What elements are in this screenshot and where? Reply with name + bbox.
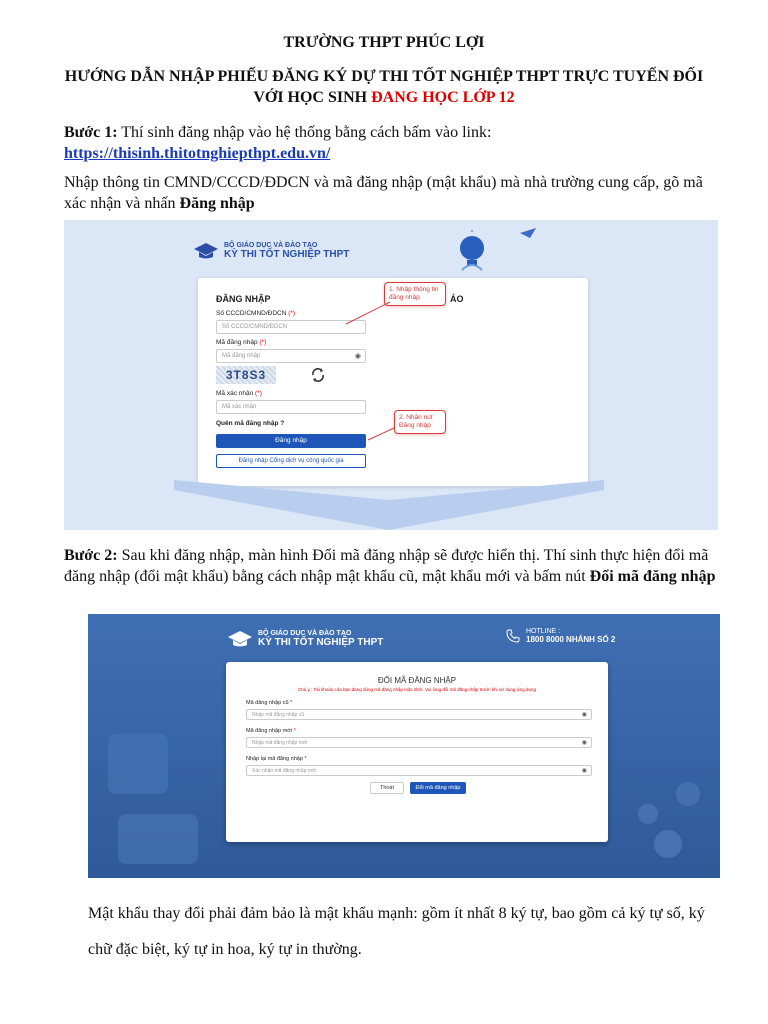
eye-icon[interactable]: ◉ bbox=[581, 768, 587, 774]
code-input[interactable]: Mã đăng nhập ◉ bbox=[216, 349, 366, 363]
document-title bbox=[60, 66, 708, 108]
login-card bbox=[198, 278, 588, 486]
hotline-label: HOTLINE : bbox=[526, 628, 561, 635]
id-input[interactable]: Số CCCD/CMND/ĐDCN bbox=[216, 320, 366, 334]
callout-arrow bbox=[366, 426, 396, 442]
step2-paragraph bbox=[64, 545, 724, 587]
moet-logo bbox=[228, 630, 383, 648]
new-code-input[interactable]: Nhập mã đăng nhập mới ◉ bbox=[246, 737, 592, 748]
title-highlight: ĐANG HỌC LỚP 12 bbox=[371, 89, 515, 106]
eye-icon[interactable]: ◉ bbox=[581, 712, 587, 718]
id-label: Số CCCD/CMND/ĐDCN (*) bbox=[216, 310, 296, 317]
callout-enter-info: 1. Nhập thông tin đăng nhập bbox=[384, 282, 446, 306]
step1-paragraph bbox=[64, 122, 724, 164]
old-code-input[interactable]: Nhập mã đăng nhập cũ ◉ bbox=[246, 709, 592, 720]
new-code-label: Mã đăng nhập mới * bbox=[246, 728, 296, 734]
exit-button[interactable]: Thoát bbox=[370, 782, 404, 794]
change-form-title: ĐỔI MÃ ĐĂNG NHẬP bbox=[377, 676, 457, 685]
paper-plane-icon bbox=[520, 228, 536, 238]
refresh-icon[interactable] bbox=[310, 367, 326, 383]
step1-label: Bước 1: bbox=[64, 124, 118, 141]
callout-press-login: 2. Nhấn nút Đăng nhập bbox=[394, 410, 446, 434]
eye-icon[interactable]: ◉ bbox=[581, 740, 587, 746]
step2-text: Sau khi đăng nhập, màn hình Đổi mã đăng nhập sẽ được hiển thị. Thí sinh thực hiện đổi mã đăng nhập (đổi mật khẩu) bằng cách nhập mật khẩu cũ, mật khẩu mới và bấm nút bbox=[64, 547, 709, 585]
school-name: TRƯỜNG THPT PHÚC LỢI bbox=[283, 34, 485, 51]
hotline bbox=[506, 628, 615, 644]
logo-line2: KỲ THI TỐT NGHIỆP THPT bbox=[224, 249, 350, 260]
repeat-code-input[interactable]: Xác nhận mã đăng nhập mới ◉ bbox=[246, 765, 592, 776]
step1-instruction-text: Nhập thông tin CMND/CCCD/ĐDCN và mã đăng nhập (mật khẩu) mà nhà trường cung cấp, gõ mã xác nhận và nhấn bbox=[64, 174, 703, 212]
repeat-code-label: Nhập lại mã đăng nhập * bbox=[246, 756, 307, 762]
step1-instruction-bold: Đăng nhập bbox=[179, 195, 255, 212]
graduation-cap-icon bbox=[228, 631, 252, 647]
code-label: Mã đăng nhập (*) bbox=[216, 339, 267, 346]
lightbulb-icon bbox=[452, 230, 492, 278]
callout-arrow bbox=[342, 300, 392, 326]
password-requirement-note: Mật khẩu thay đổi phải đảm bảo là mật khẩu mạnh: gồm ít nhất 8 ký tự, bao gồm cả ký tự số, ký chữ đặc biệt, ký tự in hoa, ký tự in thường. bbox=[88, 905, 705, 958]
change-password-screenshot bbox=[88, 614, 720, 878]
login-link[interactable]: https://thisinh.thitotnghiepthpt.edu.vn/ bbox=[64, 145, 331, 162]
gov-login-button[interactable]: Đăng nhập Cổng dịch vụ công quốc gia bbox=[216, 454, 366, 468]
forgot-link[interactable]: Quên mã đăng nhập ? bbox=[216, 420, 285, 427]
old-code-label: Mã đăng nhập cũ * bbox=[246, 700, 293, 706]
logo-line1: BỘ GIÁO DỤC VÀ ĐÀO TẠO bbox=[258, 630, 352, 637]
step1-instruction bbox=[64, 172, 724, 214]
login-screenshot bbox=[64, 220, 718, 530]
eye-icon[interactable]: ◉ bbox=[354, 353, 361, 360]
login-button[interactable]: Đăng nhập bbox=[216, 434, 366, 448]
change-form-note: Chú ý : Tài khoản của bạn đang dùng mã đăng nhập mặc định. Vui lòng đổi mã đăng nhập trước khi sử dụng ứng dụng bbox=[298, 687, 536, 692]
confirm-label: Mã xác nhận (*) bbox=[216, 390, 262, 397]
logo-line1: BỘ GIÁO DỤC VÀ ĐÀO TẠO bbox=[224, 242, 318, 249]
side-title-fragment: ÁO bbox=[450, 294, 464, 304]
hotline-number: 1800 8000 NHÁNH SỐ 2 bbox=[526, 635, 616, 644]
change-password-card bbox=[226, 662, 608, 842]
step1-text: Thí sinh đăng nhập vào hệ thống bằng cách bấm vào link: bbox=[117, 124, 492, 141]
login-form-title: ĐĂNG NHẬP bbox=[216, 294, 271, 304]
confirm-input[interactable]: Mã xác nhận bbox=[216, 400, 366, 414]
open-book-graphic bbox=[174, 470, 604, 530]
logo-line2: KỲ THI TỐT NGHIỆP THPT bbox=[258, 637, 384, 648]
moet-logo bbox=[194, 242, 349, 260]
step2-label: Bước 2: bbox=[64, 547, 118, 564]
phone-icon bbox=[506, 629, 520, 643]
graduation-cap-icon bbox=[194, 243, 218, 259]
step2-text-bold: Đổi mã đăng nhập bbox=[589, 568, 716, 585]
title-main: HƯỚNG DẪN NHẬP PHIẾU ĐĂNG KÝ DỰ THI TỐT NGHIỆP THPT TRỰC TUYẾN ĐỐI VỚI HỌC SINH bbox=[64, 68, 704, 106]
change-code-button[interactable]: Đổi mã đăng nhập bbox=[410, 782, 466, 794]
captcha-image: 3T8S3 bbox=[216, 366, 276, 384]
